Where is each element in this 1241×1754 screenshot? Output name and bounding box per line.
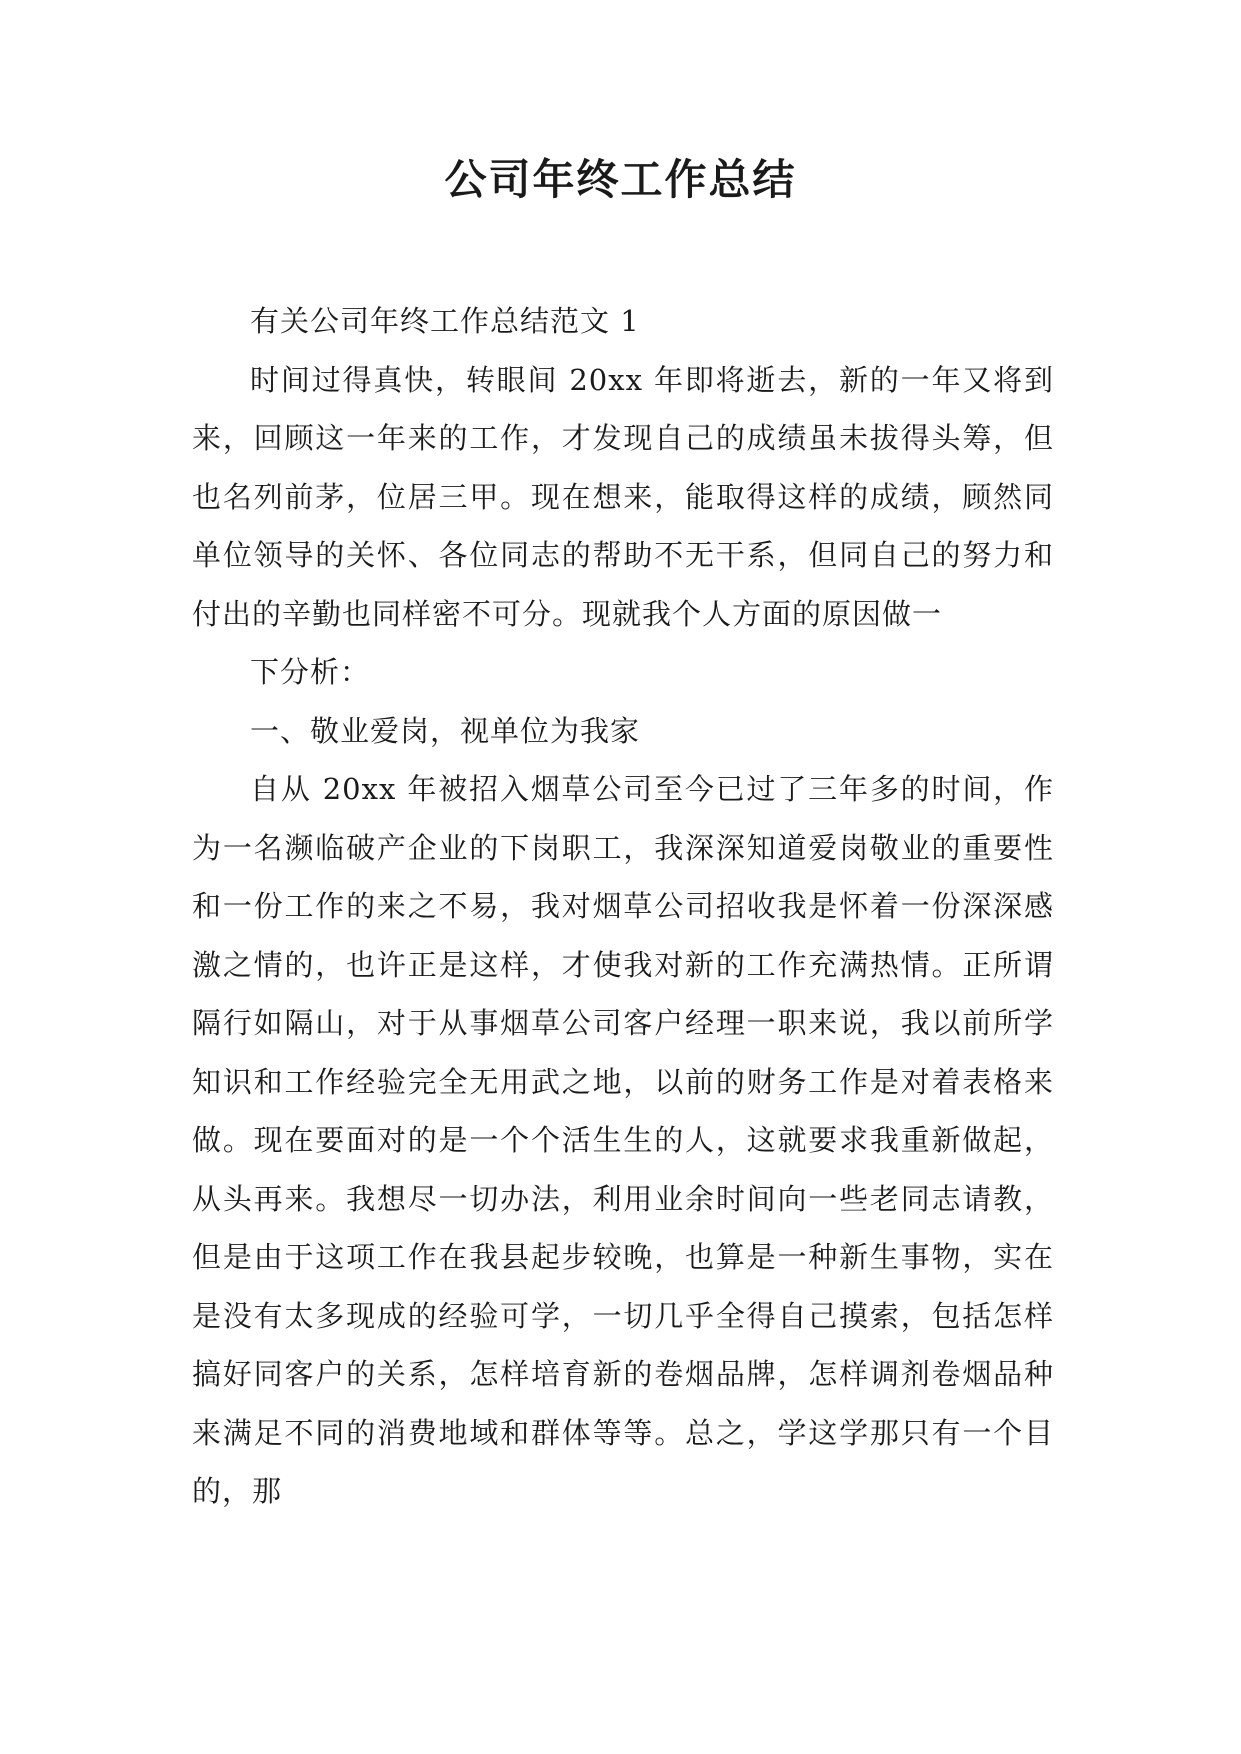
document-title: 公司年终工作总结 xyxy=(444,155,797,204)
paragraph-section-1: 自从 20xx 年被招入烟草公司至今已过了三年多的时间，作为一名濒临破产企业的下岗职工，我深深知道爱岗敬业的重要性和一份工作的来之不易，我对烟草公司招收我是怀着一份深深感激之情的，也许正是这样，才使我对新的工作充满热情。正所谓隔行如隔山，对于从事烟草公司客户经理一职来说，我以前所学知识和工作经验完全无用武之地，以前的财务工作是对着表格来做。现在要面对的是一个个活生生的人，这就要求我重新做起，从头再来。我想尽一切办法，利用业余时间向一些老同志请教，但是由于这项工作在我县起步较晚，也算是一种新生事物，实在是没有太多现成的经验可学，一切几乎全得自己摸索，包括怎样搞好同客户的关系，怎样培育新的卷烟品牌，怎样调剂卷烟品种来满足不同的消费地域和群体等等。总之，学这学那只有一个目的，那 xyxy=(192,772,1054,1508)
document-body xyxy=(192,292,1054,1521)
paragraph-intro: 时间过得真快，转眼间 20xx 年即将逝去，新的一年又将到来，回顾这一年来的工作，才发现自己的成绩虽未拔得头筹，但也名列前茅，位居三甲。现在想来，能取得这样的成绩，顾然同单位领导的关怀、各位同志的帮助不无干系，但同自己的努力和付出的辛勤也同样密不可分。现就我个人方面的原因做一 xyxy=(192,362,1054,631)
paragraph-analysis-lead: 下分析： xyxy=(250,655,371,689)
paragraph-heading-1: 有关公司年终工作总结范文 1 xyxy=(250,304,640,338)
section-heading-1: 一、敬业爱岗，视单位为我家 xyxy=(250,713,641,748)
